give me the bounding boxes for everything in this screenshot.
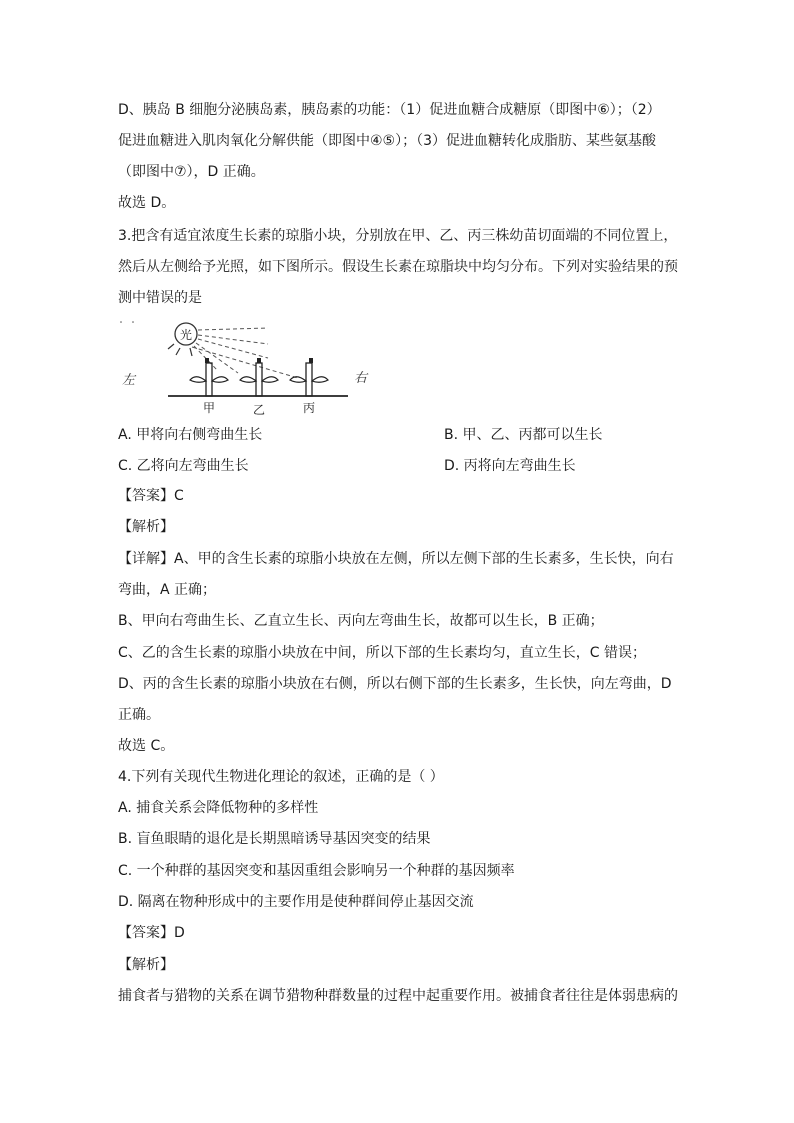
label-bing: 丙 [302, 401, 316, 415]
seedling-jia [190, 358, 228, 396]
conclusion-text: 故选 C。 [118, 738, 175, 754]
analysis-text: 【详解】A、甲的含生长素的琼脂小块放在左侧，所以左侧下部的生长素多，生长快，向右 [118, 551, 674, 567]
analysis-label: 【解析】 [118, 957, 174, 973]
question-4-stem: 4.下列有关现代生物进化理论的叙述，正确的是（ ） [118, 769, 444, 785]
option-c: C. 乙将向左弯曲生长 [118, 458, 249, 474]
question-3-stem: 3.把含有适宜浓度生长素的琼脂小块，分别放在甲、乙、丙三株幼苗切面端的不同位置上， [118, 228, 678, 244]
seedling-yi [240, 358, 278, 396]
text-line: 促进血糖进入肌肉氧化分解供能（即图中④⑤）；（3）促进血糖转化成脂肪、某些氨基酸 [118, 133, 657, 149]
answer-label: 【答案】C [118, 488, 184, 504]
light-label: 光 [179, 328, 193, 342]
option-d: D. 丙将向左弯曲生长 [444, 458, 576, 474]
left-label: 左 [122, 373, 136, 388]
option-d: D. 隔离在物种形成中的主要作用是使种群间停止基因交流 [118, 894, 474, 910]
option-a: A. 甲将向右侧弯曲生长 [118, 427, 263, 443]
analysis-text: 弯曲，A 正确； [118, 582, 217, 598]
light-rays [192, 328, 298, 378]
text-line: （即图中⑦），D 正确。 [118, 164, 265, 180]
answer-label: 【答案】D [118, 925, 185, 941]
option-c: C. 一个种群的基因突变和基因重组会影响另一个种群的基因频率 [118, 863, 515, 879]
analysis-text: 正确。 [118, 707, 160, 723]
analysis-text: D、丙的含生长素的琼脂小块放在右侧，所以右侧下部的生长素多，生长快，向左弯曲，D [118, 676, 672, 692]
analysis-text: C、乙的含生长素的琼脂小块放在中间，所以下部的生长素均匀，直立生长，C 错误； [118, 645, 646, 661]
text-line: D、胰岛 B 细胞分泌胰岛素，胰岛素的功能：（1）促进血糖合成糖原（即图中⑥）；（2） [118, 102, 661, 118]
text-line: 故选 D。 [118, 195, 176, 211]
analysis-label: 【解析】 [118, 519, 174, 535]
seedling-bing [290, 358, 328, 396]
label-yi: 乙 [252, 403, 266, 416]
analysis-text: 捕食者与猎物的关系在调节猎物种群数量的过程中起重要作用。被捕食者往往是体弱患病的 [118, 988, 678, 1004]
question-3-stem: 测中错误的是 [118, 290, 202, 306]
option-a: A. 捕食关系会降低物种的多样性 [118, 800, 319, 816]
label-jia: 甲 [202, 401, 216, 415]
question-3-stem: 然后从左侧给予光照，如下图所示。假设生长素在琼脂块中均匀分布。下列对实验结果的预 [118, 259, 678, 275]
experiment-figure [118, 318, 388, 416]
analysis-text: B、甲向右弯曲生长、乙直立生长、丙向左弯曲生长，故都可以生长，B 正确； [118, 613, 604, 629]
option-b: B. 甲、乙、丙都可以生长 [444, 427, 603, 443]
option-b: B. 盲鱼眼睛的退化是长期黑暗诱导基因突变的结果 [118, 831, 431, 847]
right-label: 右 [354, 371, 368, 386]
